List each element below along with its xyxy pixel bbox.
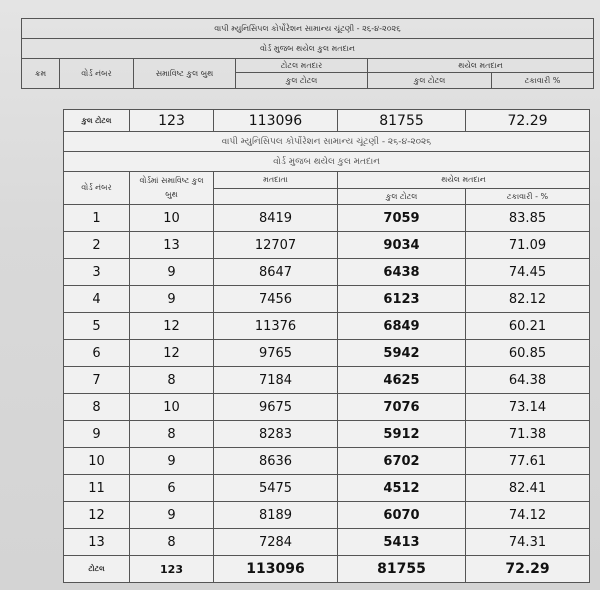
table-row	[64, 502, 590, 529]
header-title: વાપી મ્યુનિસિપલ કોર્પોરેશન સામાન્ય ચૂંટણી - ૨૬-૪-૨૦૨૬	[22, 19, 594, 39]
header-table	[21, 18, 594, 89]
turnout-percent: 71.09	[466, 232, 590, 259]
table-row	[64, 313, 590, 340]
ward-number: 3	[64, 259, 130, 286]
booth-count: 6	[130, 475, 214, 502]
table-row	[64, 394, 590, 421]
votes-cast: 5942	[338, 340, 466, 367]
votes-cast: 6849	[338, 313, 466, 340]
total-booths: 123	[130, 556, 214, 583]
ward-number: 13	[64, 529, 130, 556]
votes-cast: 9034	[338, 232, 466, 259]
table-row	[64, 421, 590, 448]
voter-count: 9675	[214, 394, 338, 421]
voter-count: 12707	[214, 232, 338, 259]
turnout-percent: 64.38	[466, 367, 590, 394]
total-row	[64, 556, 590, 583]
turnout-percent: 74.31	[466, 529, 590, 556]
table-subtitle: વોર્ડ મુજબ થયેલ કુલ મતદાન	[64, 152, 590, 172]
votes-cast: 6438	[338, 259, 466, 286]
total-percent: 72.29	[466, 556, 590, 583]
col-ward: વોર્ડ નંબર	[60, 59, 134, 89]
booth-count: 8	[130, 421, 214, 448]
total-votes: 81755	[338, 556, 466, 583]
booth-count: 12	[130, 340, 214, 367]
booth-count: 13	[130, 232, 214, 259]
turnout-percent: 74.45	[466, 259, 590, 286]
voter-count: 7456	[214, 286, 338, 313]
col-booths	[130, 172, 214, 205]
booth-count: 8	[130, 367, 214, 394]
booth-count: 10	[130, 394, 214, 421]
total-voters: 113096	[214, 556, 338, 583]
turnout-percent: 60.85	[466, 340, 590, 367]
turnout-percent: 71.38	[466, 421, 590, 448]
sub-percent: ટકાવારી - %	[466, 189, 590, 205]
empty-subheader	[214, 189, 338, 205]
booth-count: 12	[130, 313, 214, 340]
turnout-percent: 60.21	[466, 313, 590, 340]
voter-count: 7284	[214, 529, 338, 556]
booth-count: 10	[130, 205, 214, 232]
voter-count: 7184	[214, 367, 338, 394]
col-booths: સમાવિષ્ટ કુલ બુથ	[134, 59, 236, 89]
sub-total-voters: કુલ ટોટલ	[236, 73, 368, 89]
col-total-voters: ટોટલ મતદાર	[236, 59, 368, 73]
table-row	[64, 286, 590, 313]
sub-votes-total: કુલ ટોટલ	[368, 73, 492, 89]
booth-count: 9	[130, 502, 214, 529]
booth-count: 9	[130, 448, 214, 475]
votes-cast: 4625	[338, 367, 466, 394]
ward-number: 1	[64, 205, 130, 232]
voter-count: 8189	[214, 502, 338, 529]
voter-count: 9765	[214, 340, 338, 367]
ward-number: 7	[64, 367, 130, 394]
sub-votes-total: કુલ ટોટલ	[338, 189, 466, 205]
summary-votes: 81755	[338, 110, 466, 132]
col-booths-line1: વોર્ડમાં સમાવિષ્ટ કુલ	[139, 176, 204, 185]
turnout-percent: 77.61	[466, 448, 590, 475]
table-title: વાપી મ્યુનિસિપલ કોર્પોરેશન સામાન્ય ચૂંટણી - ૨૬-૪-૨૦૨૬	[64, 132, 590, 152]
summary-label: કુલ ટોટલ	[64, 110, 130, 132]
ward-number: 4	[64, 286, 130, 313]
col-ward: વોર્ડ નંબર	[64, 172, 130, 205]
ward-number: 2	[64, 232, 130, 259]
table-row	[64, 205, 590, 232]
turnout-percent: 74.12	[466, 502, 590, 529]
votes-cast: 6702	[338, 448, 466, 475]
voter-count: 8647	[214, 259, 338, 286]
voter-count: 8283	[214, 421, 338, 448]
voter-count: 8636	[214, 448, 338, 475]
table-row	[64, 475, 590, 502]
col-votes-cast: થયેલ મતદાન	[368, 59, 594, 73]
col-sr: ક્રમ	[22, 59, 60, 89]
votes-cast: 5912	[338, 421, 466, 448]
turnout-percent: 73.14	[466, 394, 590, 421]
votes-cast: 7059	[338, 205, 466, 232]
col-votes-cast: થયેલ મતદાન	[338, 172, 590, 189]
voter-count: 5475	[214, 475, 338, 502]
turnout-percent: 82.41	[466, 475, 590, 502]
votes-cast: 5413	[338, 529, 466, 556]
voter-count: 11376	[214, 313, 338, 340]
table-row	[64, 340, 590, 367]
table-row	[64, 367, 590, 394]
voter-count: 8419	[214, 205, 338, 232]
summary-booths: 123	[130, 110, 214, 132]
ward-number: 5	[64, 313, 130, 340]
votes-cast: 7076	[338, 394, 466, 421]
votes-cast: 4512	[338, 475, 466, 502]
summary-percent: 72.29	[466, 110, 590, 132]
ward-number: 9	[64, 421, 130, 448]
ward-voting-table	[63, 109, 590, 583]
booth-count: 8	[130, 529, 214, 556]
booth-count: 9	[130, 286, 214, 313]
ward-number: 6	[64, 340, 130, 367]
ward-number: 8	[64, 394, 130, 421]
turnout-percent: 83.85	[466, 205, 590, 232]
col-voters: મતદાતા	[214, 172, 338, 189]
ward-number: 12	[64, 502, 130, 529]
sub-percent: ટકાવારી %	[492, 73, 594, 89]
votes-cast: 6070	[338, 502, 466, 529]
ward-number: 10	[64, 448, 130, 475]
total-label: ટોટલ	[64, 556, 130, 583]
summary-voters: 113096	[214, 110, 338, 132]
ward-number: 11	[64, 475, 130, 502]
votes-cast: 6123	[338, 286, 466, 313]
table-row	[64, 529, 590, 556]
col-booths-line2: બુથ	[165, 190, 178, 199]
header-subtitle: વોર્ડ મુજબ થયેલ કુલ મતદાન	[22, 39, 594, 59]
table-row	[64, 448, 590, 475]
table-row	[64, 232, 590, 259]
turnout-percent: 82.12	[466, 286, 590, 313]
booth-count: 9	[130, 259, 214, 286]
table-row	[64, 259, 590, 286]
